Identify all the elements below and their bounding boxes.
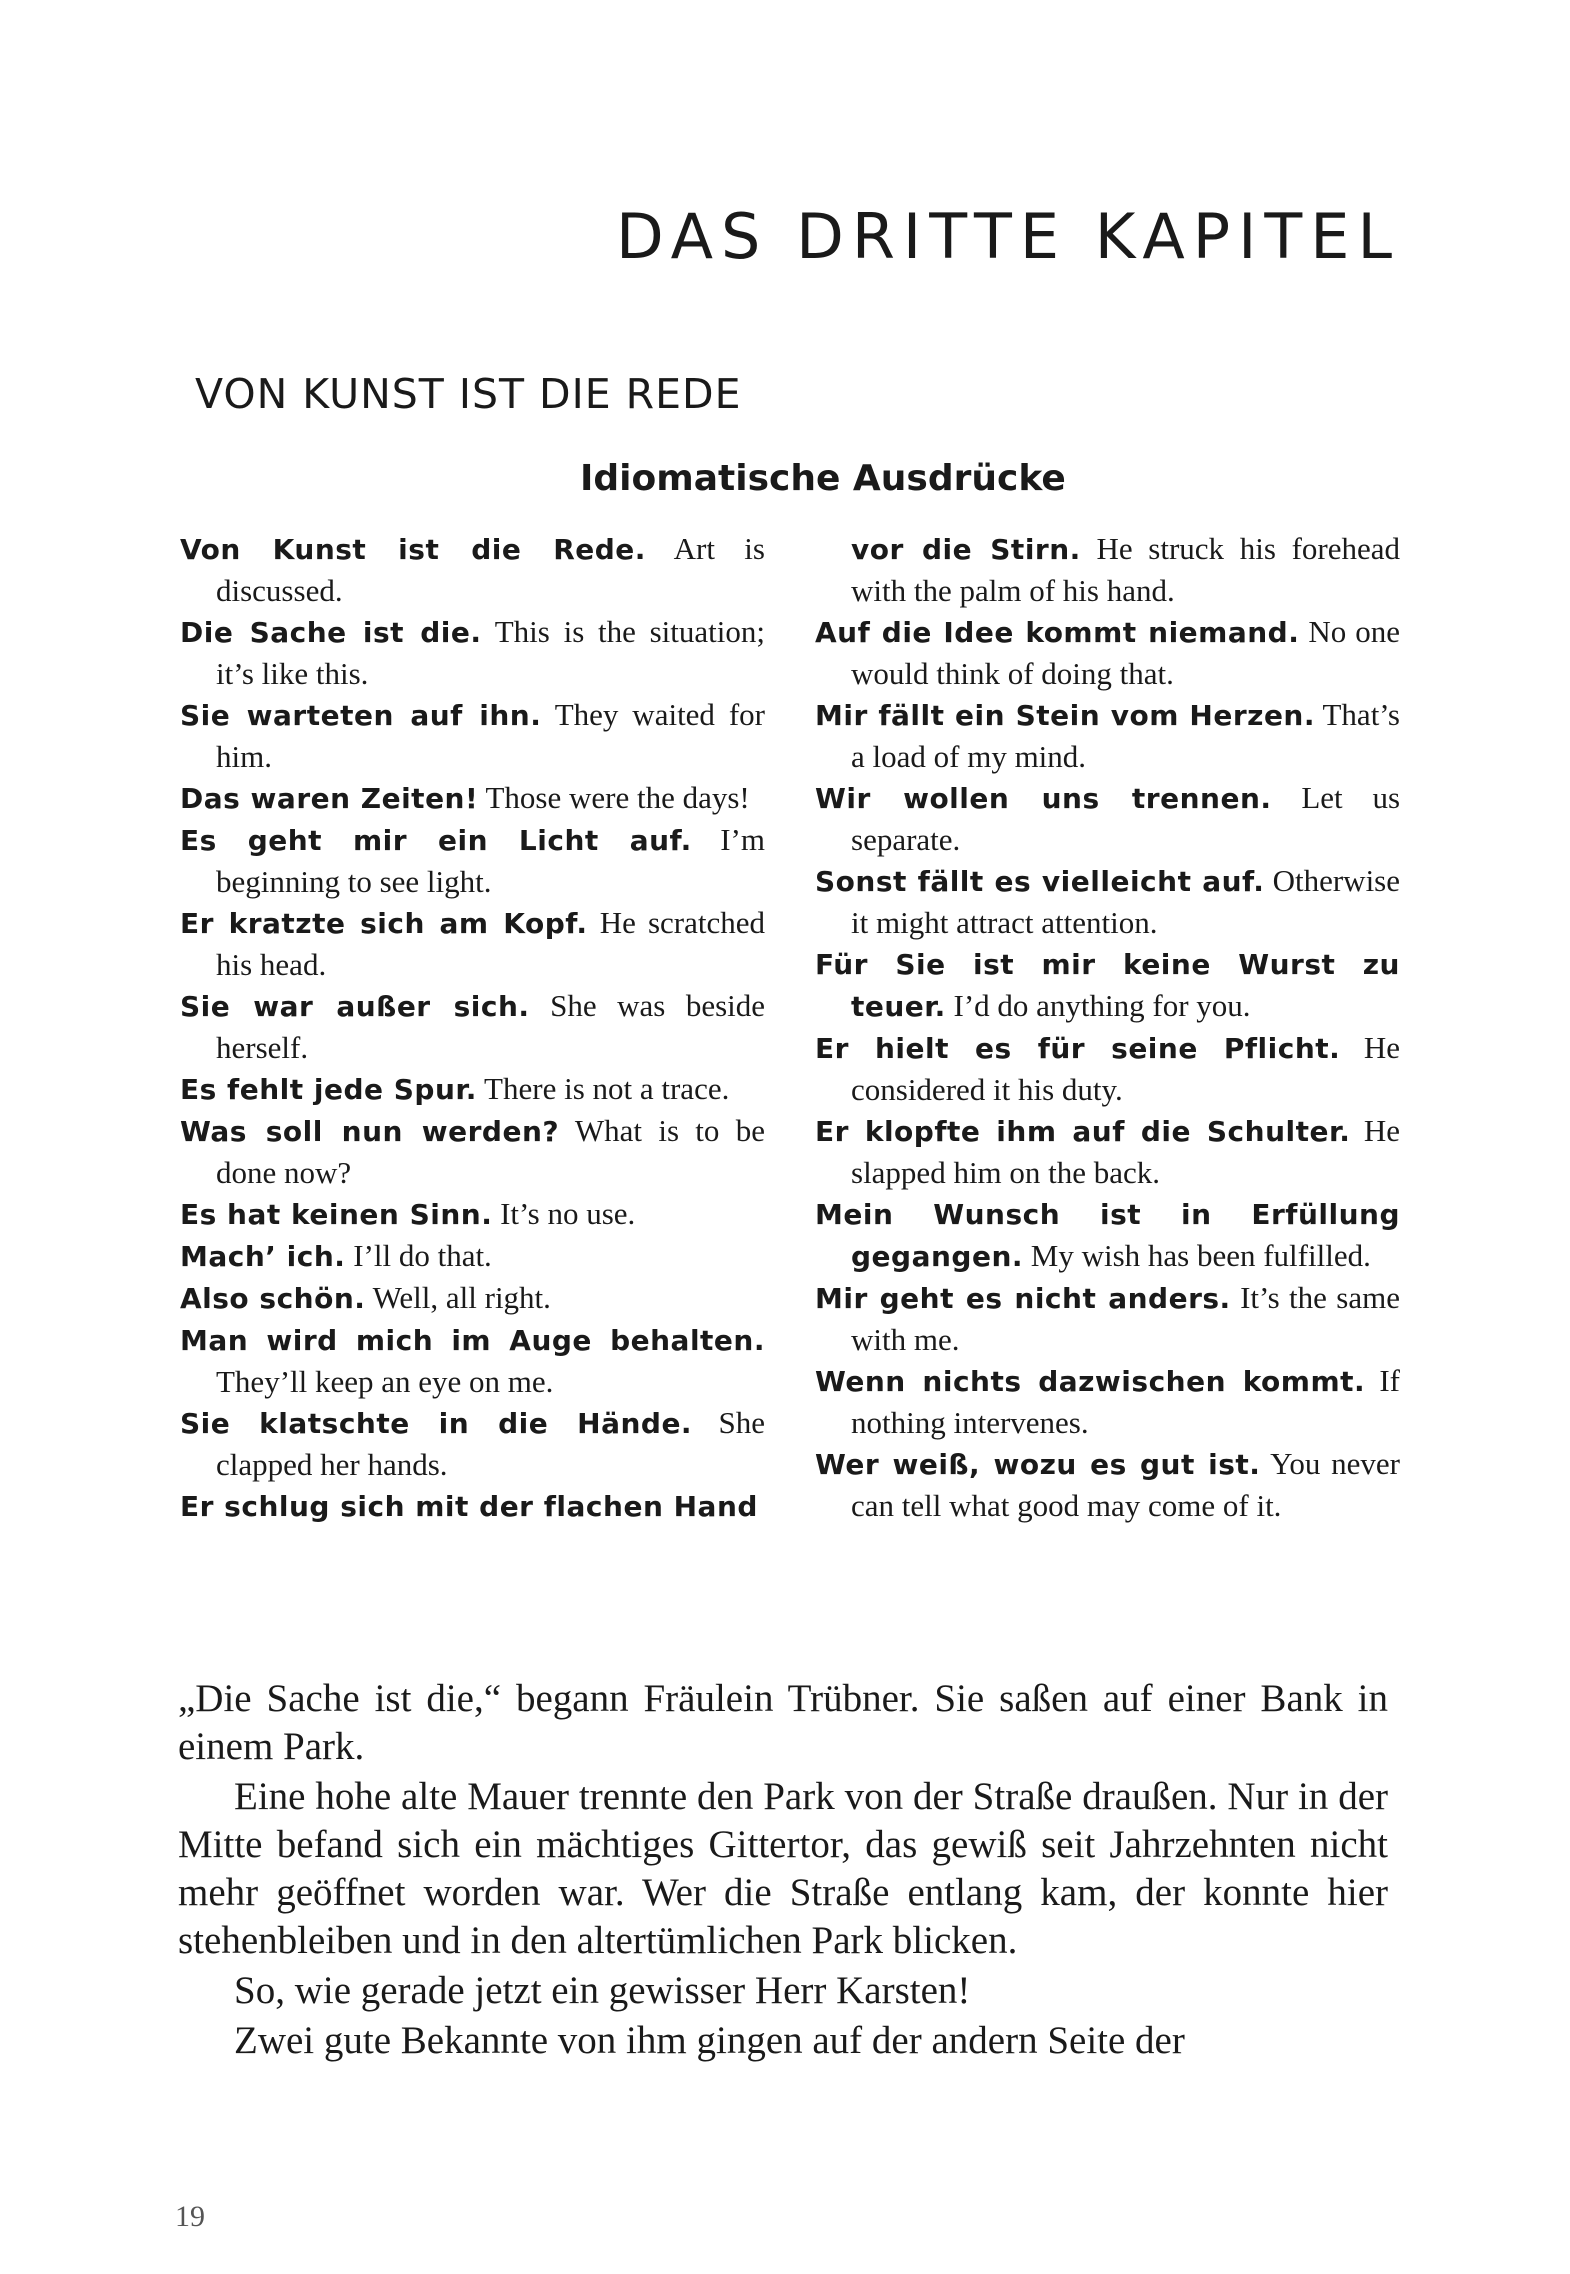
idiom-german: Sonst fällt es vielleicht auf. <box>815 865 1265 898</box>
idiom-entry <box>180 1485 765 1527</box>
idiom-german: Mein Wunsch ist in Erfüllung gegangen. <box>815 1198 1400 1273</box>
idiom-entry <box>815 777 1401 860</box>
idiom-german: Er hielt es für seine Pflicht. <box>815 1032 1341 1065</box>
idiom-english: If nothing intervenes. <box>851 1363 1400 1440</box>
subsection-title: Idiomatische Ausdrücke <box>580 458 1066 499</box>
idiom-entry <box>815 694 1400 777</box>
idiom-german: Von Kunst ist die Rede. <box>180 533 646 566</box>
idiom-entry <box>815 1443 1400 1526</box>
idiom-english: He scratched his head. <box>216 905 766 982</box>
idiom-entry <box>180 1235 765 1277</box>
idiom-english: She was beside herself. <box>216 988 766 1065</box>
idiom-english: You never can tell what good may come of it. <box>851 1446 1400 1523</box>
idiom-german: Das waren Zeiten! <box>180 782 479 815</box>
idioms-left-column <box>180 528 765 1527</box>
idiom-english: It’s the same with me. <box>851 1280 1400 1357</box>
idiom-entry <box>180 1319 765 1402</box>
idiom-german: Wir wollen uns trennen. <box>815 782 1272 815</box>
idiom-entry <box>180 1193 765 1235</box>
idiom-entry <box>815 943 1400 1027</box>
idiom-entry <box>815 1193 1400 1277</box>
idiom-german: Mach’ ich. <box>180 1240 346 1273</box>
idiom-entry <box>180 902 766 985</box>
idiom-german: Die Sache ist die. <box>180 616 482 649</box>
idiom-entry <box>180 819 765 902</box>
idiom-english: Well, all right. <box>372 1280 551 1315</box>
idiom-english: I’d do anything for you. <box>953 988 1251 1023</box>
idiom-entry <box>180 777 765 819</box>
idiom-german: Es fehlt jede Spur. <box>180 1073 477 1106</box>
idiom-german: Es hat keinen Sinn. <box>180 1198 493 1231</box>
narrative-text <box>178 1675 1388 2067</box>
idiom-entry <box>180 985 766 1068</box>
idiom-english: It’s no use. <box>500 1196 636 1231</box>
idiom-english: No one would think of doing that. <box>851 614 1400 691</box>
chapter-title: DAS DRITTE KAPITEL <box>615 200 1400 273</box>
idiom-entry <box>815 1277 1400 1360</box>
idiom-entry <box>815 1110 1401 1193</box>
idioms-right-column <box>815 528 1400 1527</box>
idiom-english: They’ll keep an eye on me. <box>216 1364 554 1399</box>
idiom-german: Mir fällt ein Stein vom Herzen. <box>815 699 1315 732</box>
idiom-entry <box>815 1360 1400 1443</box>
idiom-german: Auf die Idee kommt niemand. <box>815 616 1300 649</box>
idiom-german: vor die Stirn. <box>851 533 1081 566</box>
idiom-entry <box>180 1068 765 1110</box>
idiom-german: Für Sie ist mir keine Wurst zu teuer. <box>815 948 1400 1023</box>
idiom-german: Er klopfte ihm auf die Schulter. <box>815 1115 1351 1148</box>
idiom-entry <box>815 860 1400 943</box>
idiom-entry <box>180 611 765 694</box>
page-number: 19 <box>175 2200 205 2233</box>
idiom-entry <box>851 528 1400 611</box>
idiom-german: Also schön. <box>180 1282 366 1315</box>
idioms-list <box>180 528 1400 1527</box>
section-title: VON KUNST IST DIE REDE <box>195 370 742 418</box>
idiom-english: I’ll do that. <box>353 1238 492 1273</box>
idiom-english: That’s a load of my mind. <box>851 697 1400 774</box>
idiom-german: Sie klatschte in die Hände. <box>180 1407 693 1440</box>
idiom-english: This is the situation; it’s like this. <box>216 614 765 691</box>
idiom-entry <box>815 1027 1401 1110</box>
idiom-english: She clapped her hands. <box>216 1405 765 1482</box>
idiom-german: Er kratzte sich am Kopf. <box>180 907 588 940</box>
idiom-german: Mir geht es nicht anders. <box>815 1282 1231 1315</box>
narrative-paragraph: Eine hohe alte Mauer trennte den Park von der Straße draußen. Nur in der Mitte befand sich ein mächtiges Gittertor, das gewiß seit Jahrzehnten nicht mehr geöffnet worden war. Wer die Straße entlang kam, der konnte hier stehenbleiben und in den altertümlichen Park blicken. <box>178 1775 1388 1962</box>
narrative-paragraph: „Die Sache ist die,“ begann Fräulein Trübner. Sie saßen auf einer Bank in einem Park. <box>178 1677 1388 1768</box>
idiom-english: There is not a trace. <box>484 1071 730 1106</box>
idiom-english: My wish has been fulfilled. <box>1030 1238 1371 1273</box>
narrative-paragraph: So, wie gerade jetzt ein gewisser Herr Karsten! <box>234 1969 971 2012</box>
idiom-english: Otherwise it might attract attention. <box>851 863 1400 940</box>
idiom-entry <box>180 694 765 777</box>
idiom-german: Was soll nun werden? <box>180 1115 560 1148</box>
idiom-english: He slapped him on the back. <box>851 1113 1401 1190</box>
idiom-entry <box>180 528 765 611</box>
idiom-german: Wenn nichts dazwischen kommt. <box>815 1365 1366 1398</box>
idiom-english: What is to be done now? <box>216 1113 765 1190</box>
idiom-english: They waited for him. <box>216 697 765 774</box>
idiom-english: He considered it his duty. <box>851 1030 1401 1107</box>
idiom-english: I’m beginning to see light. <box>216 822 765 899</box>
idiom-german: Sie warteten auf ihn. <box>180 699 542 732</box>
idiom-entry <box>180 1277 765 1319</box>
idiom-entry <box>180 1110 765 1193</box>
idiom-german: Es geht mir ein Licht auf. <box>180 824 692 857</box>
idiom-german: Er schlug sich mit der flachen Hand <box>180 1490 758 1523</box>
idiom-german: Sie war außer sich. <box>180 990 530 1023</box>
idiom-german: Wer weiß, wozu es gut ist. <box>815 1448 1261 1481</box>
idiom-entry <box>815 611 1400 694</box>
idiom-english: Art is discussed. <box>216 531 765 608</box>
idiom-entry <box>180 1402 765 1485</box>
idiom-english: Those were the days! <box>485 780 750 815</box>
idiom-german: Man wird mich im Auge behalten. <box>180 1324 765 1357</box>
narrative-paragraph: Zwei gute Bekannte von ihm gingen auf der andern Seite der <box>234 2019 1185 2062</box>
idiom-english: Let us separate. <box>851 780 1401 857</box>
idiom-english: He struck his forehead with the palm of his hand. <box>851 531 1400 608</box>
